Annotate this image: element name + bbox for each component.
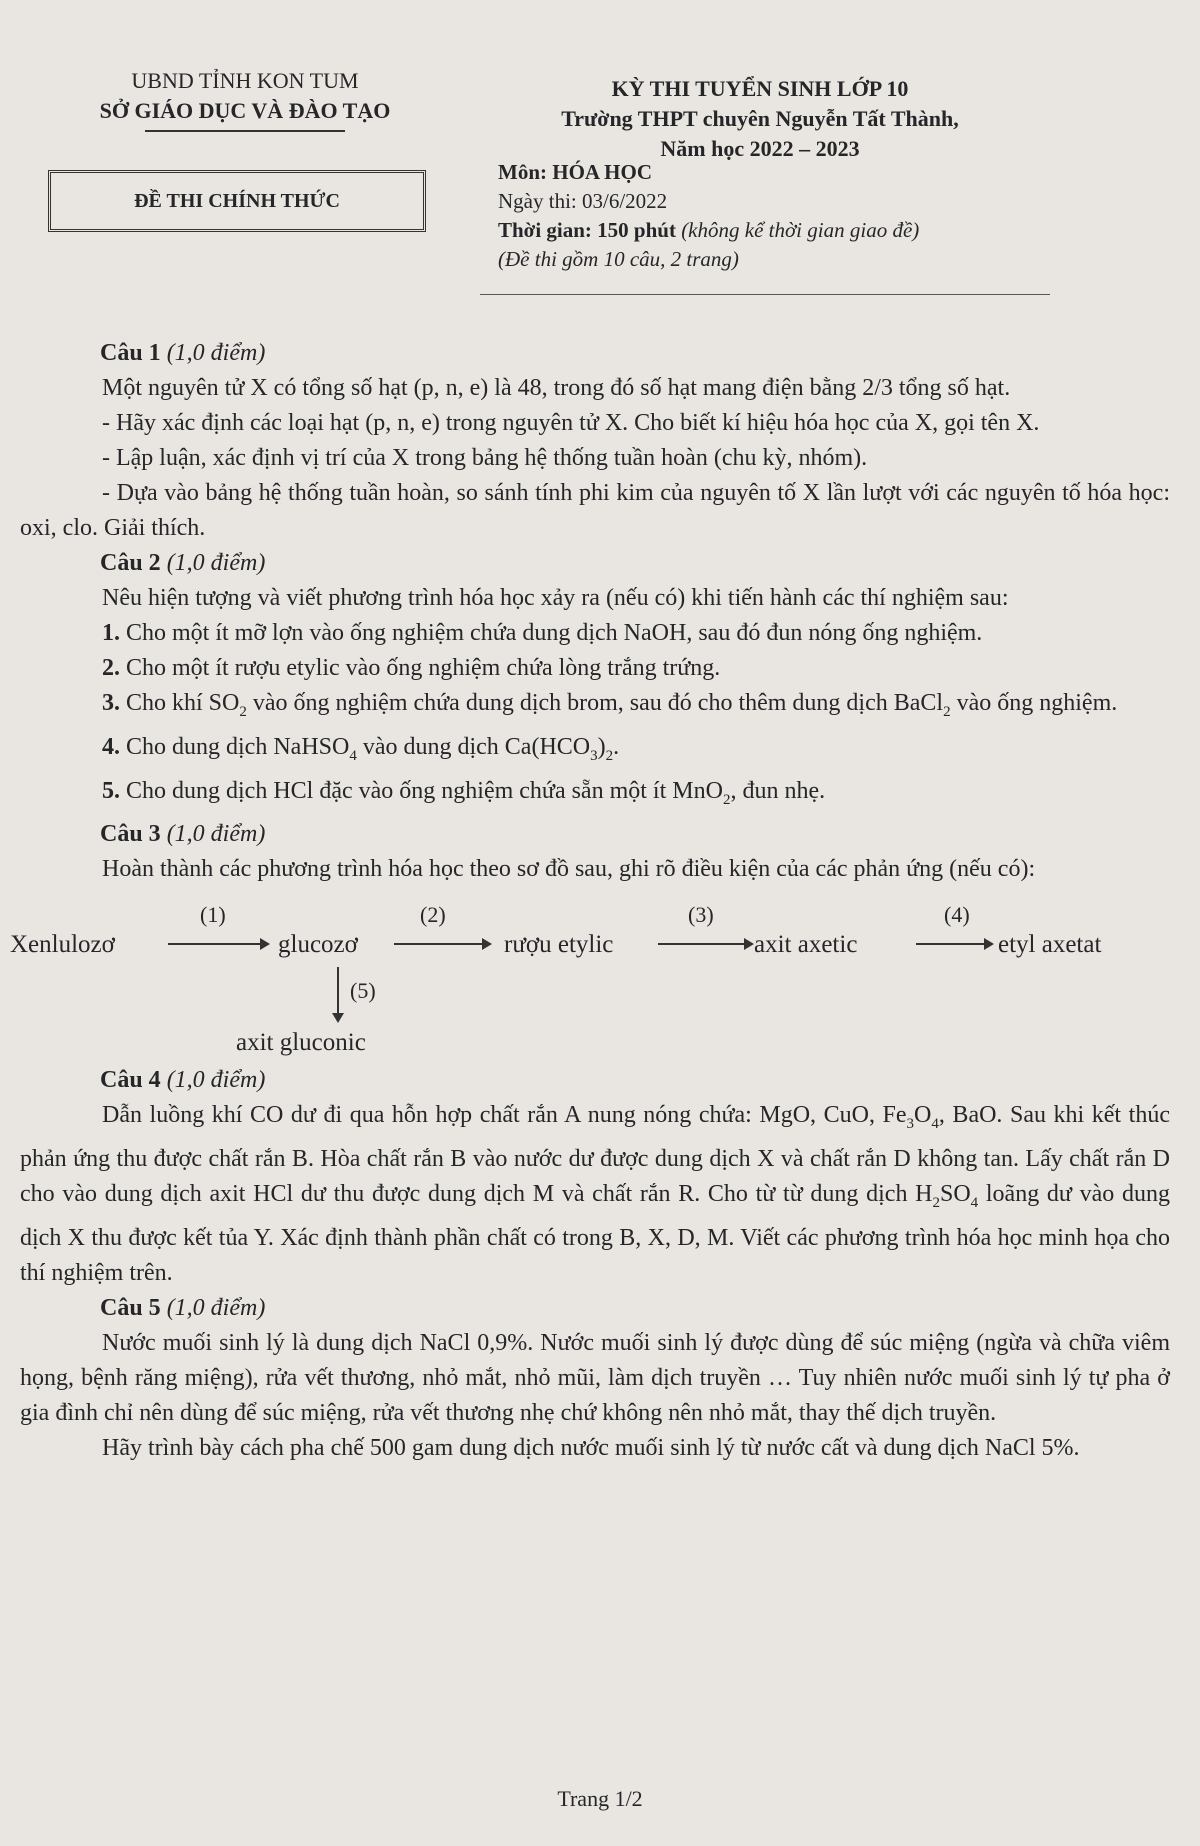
q2-points: (1,0 điểm) — [166, 550, 266, 576]
org-underline — [145, 130, 345, 132]
reaction-scheme — [10, 897, 1170, 1057]
q2-item-3-sub-1: 2 — [239, 703, 247, 720]
q2-item-3-num: 3. — [102, 690, 120, 716]
q2-item-4-sub-1: 4 — [349, 747, 357, 764]
q4-title: Câu 4 — [100, 1067, 161, 1094]
arrow-1 — [168, 943, 268, 945]
q2-item-2-text: Cho một ít rượu etylic vào ống nghiệm chứa lòng trắng trứng. — [126, 655, 721, 681]
q5-text-2: Hãy trình bày cách pha chế 500 gam dung dịch nước muối sinh lý từ nước cất và dung dịch NaCl 5%. — [102, 1434, 1080, 1461]
q1-text-2: - Hãy xác định các loại hạt (p, n, e) trong nguyên tử X. Cho biết kí hiệu hóa học của X, gọi tên X. — [102, 410, 1040, 436]
q4-sub-2: 4 — [931, 1116, 939, 1133]
q2-item-4-sub-2: 3 — [590, 747, 598, 764]
node-axit-axetic: axit axetic — [754, 931, 858, 959]
q5-points: (1,0 điểm) — [166, 1294, 266, 1321]
q2-intro: Nêu hiện tượng và viết phương trình hóa học xảy ra (nếu có) khi tiến hành các thí nghiệm sau: — [102, 585, 1009, 611]
step-2-label: (2) — [420, 902, 446, 928]
q2-item-4-d: . — [613, 733, 620, 760]
q2-title: Câu 2 — [100, 550, 161, 576]
q1-points: (1,0 điểm) — [166, 340, 266, 366]
q2-item-3-sub-2: 2 — [943, 703, 951, 720]
q1-title: Câu 1 — [100, 340, 161, 366]
q2-item-3-b: vào ống nghiệm chứa dung dịch brom, sau đó cho thêm dung dịch BaCl — [246, 690, 944, 716]
org-line-1: UBND TỈNH KON TUM — [131, 68, 359, 93]
q2-item-3-c: vào ống nghiệm. — [950, 690, 1118, 716]
q3-points: (1,0 điểm) — [166, 821, 266, 848]
q1-text-4: - Dựa vào bảng hệ thống tuần hoàn, so sánh tính phi kim của nguyên tố X lần lượt với các nguyên tố hóa học: oxi, clo. Giải thích. — [20, 480, 1170, 541]
issuing-authority — [40, 66, 450, 132]
exam-date: Ngày thi: 03/6/2022 — [498, 189, 668, 213]
step-4-label: (4) — [944, 902, 970, 928]
q4-points: (1,0 điểm) — [166, 1067, 266, 1094]
q5-text-1: Nước muối sinh lý là dung dịch NaCl 0,9%. Nước muối sinh lý được dùng để súc miệng (ngừa và chữa viêm họng, bệnh răng miệng), rửa vết thương, nhỏ mắt, nhỏ mũi, làm dịch truyền … Tuy nhiên nước muối sinh lý tự pha ở gia đình chỉ nên dùng để súc miệng, rửa vết thương nhẹ chứ không nên nhỏ mắt, thay thế dịch truyền. — [20, 1329, 1170, 1426]
official-exam-box — [48, 170, 426, 232]
q2-heading — [20, 546, 1170, 581]
official-label: ĐỀ THI CHÍNH THỨC — [134, 189, 340, 212]
q3-intro: Hoàn thành các phương trình hóa học theo sơ đồ sau, ghi rõ điều kiện của các phản ứng (nếu có): — [102, 856, 1036, 883]
q1-text-1: Một nguyên tử X có tổng số hạt (p, n, e) là 48, trong đó số hạt mang điện bằng 2/3 tổng số hạt. — [102, 375, 1011, 401]
q3-title: Câu 3 — [100, 821, 161, 848]
q4-text-a: Dẫn luồng khí CO dư đi qua hỗn hợp chất rắn A nung nóng chứa: MgO, CuO, Fe — [102, 1102, 907, 1129]
exam-line-3: Năm học 2022 – 2023 — [660, 136, 860, 161]
q2-item-5-num: 5. — [102, 777, 120, 804]
exam-content — [10, 336, 1170, 1466]
arrow-4 — [916, 943, 992, 945]
q2-item-2 — [20, 651, 1170, 686]
step-5-label: (5) — [350, 978, 376, 1004]
q2-item-5-a: Cho dung dịch HCl đặc vào ống nghiệm chứa sẵn một ít MnO — [126, 777, 723, 804]
step-1-label: (1) — [200, 902, 226, 928]
q2-item-4-num: 4. — [102, 733, 120, 760]
node-glucozo: glucozơ — [278, 931, 358, 959]
q4-text — [20, 1098, 1170, 1291]
org-line-2: SỞ GIÁO DỤC VÀ ĐÀO TẠO — [99, 98, 391, 123]
q1-heading — [20, 336, 1170, 371]
page-number: Trang 1/2 — [557, 1786, 643, 1811]
q2-item-4-c: ) — [597, 733, 606, 760]
q2-item-5 — [20, 774, 1170, 818]
q4-text-b: O — [914, 1102, 932, 1129]
node-axit-gluconic: axit gluconic — [236, 1029, 366, 1057]
exam-duration — [498, 216, 1058, 245]
q4-text-d: SO — [939, 1181, 971, 1208]
q4-text-c: , BaO. Sau khi kết thúc phản ứng thu được chất rắn B. Hòa chất rắn B vào nước dư được dung dịch X và chất rắn D không tan. Lấy chất rắn D cho vào dung dịch axit HCl dư thu được dung dịch M và chất rắn R. Cho từ từ dung dịch H — [20, 1102, 1170, 1208]
arrow-3 — [658, 943, 752, 945]
q2-item-1-text: Cho một ít mỡ lợn vào ống nghiệm chứa dung dịch NaOH, sau đó đun nóng ống nghiệm. — [126, 620, 983, 646]
q3-heading — [20, 817, 1170, 852]
q2-item-4-sub-3: 2 — [605, 747, 614, 764]
q4-sub-3: 2 — [932, 1194, 940, 1211]
exam-line-1: KỲ THI TUYỂN SINH LỚP 10 — [611, 76, 909, 101]
q2-item-4-a: Cho dung dịch NaHSO — [126, 733, 350, 760]
q2-item-2-num: 2. — [102, 655, 120, 681]
q2-item-5-b: , đun nhẹ. — [730, 777, 826, 804]
q2-item-4-b: vào dung dịch Ca(HCO — [356, 733, 591, 760]
q4-sub-4: 4 — [970, 1194, 979, 1211]
node-xenlulozo: Xenlulozơ — [10, 931, 115, 959]
q5-heading — [20, 1291, 1170, 1326]
q2-item-1-num: 1. — [102, 620, 120, 646]
q1-text-3: - Lập luận, xác định vị trí của X trong bảng hệ thống tuần hoàn (chu kỳ, nhóm). — [102, 445, 868, 471]
q2-item-5-sub: 2 — [722, 791, 731, 808]
q2-item-3-a: Cho khí SO — [126, 690, 240, 716]
q5-title: Câu 5 — [100, 1294, 161, 1321]
subject: Môn: HÓA HỌC — [498, 160, 653, 184]
q2-item-4 — [20, 730, 1170, 774]
q2-item-1 — [20, 616, 1170, 651]
q2-item-3 — [20, 686, 1170, 730]
exam-composition: (Đề thi gồm 10 câu, 2 trang) — [498, 247, 739, 271]
exam-line-2: Trường THPT chuyên Nguyễn Tất Thành, — [561, 106, 959, 131]
arrow-2 — [394, 943, 490, 945]
q4-sub-1: 3 — [906, 1116, 915, 1133]
arrow-5 — [337, 967, 339, 1019]
duration-value: Thời gian: 150 phút — [498, 218, 676, 242]
q4-text-e: loãng dư vào dung dịch X thu được kết tủa Y. Xác định thành phần chất có trong B, X, D, M. Viết các phương trình hóa học minh họa cho thí nghiệm trên. — [20, 1181, 1170, 1286]
q4-heading — [20, 1063, 1170, 1098]
node-etyl-axetat: etyl axetat — [998, 931, 1102, 959]
exam-meta — [498, 158, 1058, 274]
exam-title-block — [480, 74, 1040, 164]
step-3-label: (3) — [688, 902, 714, 928]
header-divider — [480, 294, 1050, 295]
node-ruou-etylic: rượu etylic — [504, 931, 614, 959]
duration-note: (không kể thời gian giao đề) — [681, 218, 920, 242]
